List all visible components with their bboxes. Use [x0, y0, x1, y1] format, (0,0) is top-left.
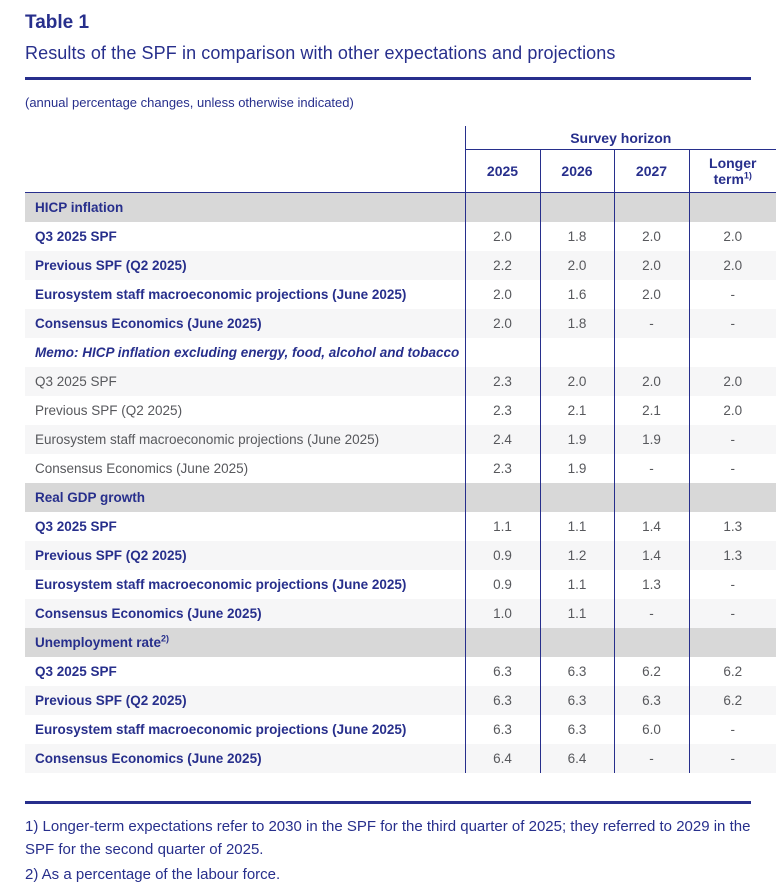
table-body: [25, 193, 776, 774]
row-value: 2.4: [465, 425, 540, 454]
title-rule: [25, 77, 751, 80]
row-value: 2.3: [465, 454, 540, 483]
section-empty-cell: [540, 483, 614, 512]
row-value: 2.3: [465, 396, 540, 425]
row-value: -: [689, 280, 776, 309]
section-empty-cell: [689, 483, 776, 512]
row-value: 1.3: [614, 570, 689, 599]
row-value: 1.9: [614, 425, 689, 454]
column-header-2026: 2026: [540, 150, 614, 193]
footnote-ref-1: 1): [743, 170, 752, 181]
row-value: 2.0: [540, 367, 614, 396]
row-value: 1.1: [540, 570, 614, 599]
row-value: 2.3: [465, 367, 540, 396]
row-value: 6.4: [465, 744, 540, 773]
section-empty-cell: [689, 628, 776, 657]
row-value: 1.4: [614, 541, 689, 570]
row-value: 6.2: [614, 657, 689, 686]
row-label: Eurosystem staff macroeconomic projections (June 2025): [25, 425, 465, 454]
row-value: -: [689, 309, 776, 338]
row-value: 2.0: [465, 280, 540, 309]
table-row: [25, 657, 776, 686]
row-label: Previous SPF (Q2 2025): [35, 403, 183, 418]
column-header-2027: 2027: [614, 150, 689, 193]
column-header-longer-term: [689, 150, 776, 193]
row-value: 2.0: [465, 309, 540, 338]
row-label: Q3 2025 SPF: [35, 519, 117, 534]
row-value: 2.0: [614, 280, 689, 309]
section-title: Real GDP growth: [25, 483, 465, 512]
row-label: Previous SPF (Q2 2025): [25, 541, 465, 570]
table-row: [25, 715, 776, 744]
row-value: 2.0: [614, 251, 689, 280]
table-row: [25, 599, 776, 628]
row-value: -: [689, 570, 776, 599]
row-value: 1.1: [465, 512, 540, 541]
table-row: [25, 251, 776, 280]
row-value: 6.4: [540, 744, 614, 773]
table-row: [25, 280, 776, 309]
row-label: Q3 2025 SPF: [35, 664, 117, 679]
row-value: [465, 338, 540, 367]
row-label: Q3 2025 SPF: [35, 229, 117, 244]
row-value: 1.4: [614, 512, 689, 541]
survey-horizon-header: Survey horizon: [465, 126, 776, 150]
row-value: 1.3: [689, 512, 776, 541]
longer-term-label: Longer term: [709, 154, 757, 187]
table-row: [25, 396, 776, 425]
section-empty-cell: [614, 628, 689, 657]
row-value: 1.0: [465, 599, 540, 628]
row-value: 2.1: [540, 396, 614, 425]
table-row: [25, 454, 776, 483]
row-value: 2.0: [689, 367, 776, 396]
row-value: -: [614, 309, 689, 338]
table-row: [25, 338, 776, 367]
row-value: -: [689, 425, 776, 454]
row-value: 1.8: [540, 222, 614, 251]
units-note: (annual percentage changes, unless otherwise indicated): [25, 95, 354, 110]
row-value: -: [689, 599, 776, 628]
row-value: 6.3: [540, 657, 614, 686]
row-value: 6.3: [540, 686, 614, 715]
section-header-row: [25, 193, 776, 223]
row-value: 6.0: [614, 715, 689, 744]
section-title: HICP inflation: [25, 193, 465, 223]
empty-label-cell: [25, 150, 465, 193]
row-value: 1.9: [540, 425, 614, 454]
row-value: 1.9: [540, 454, 614, 483]
table-row: [25, 570, 776, 599]
section-empty-cell: [465, 483, 540, 512]
row-value: 6.2: [689, 686, 776, 715]
section-empty-cell: [465, 193, 540, 223]
row-value: 6.3: [614, 686, 689, 715]
section-empty-cell: [465, 628, 540, 657]
row-value: 2.0: [689, 222, 776, 251]
section-title: Unemployment rate$^{2)}$: [25, 628, 465, 657]
section-empty-cell: [540, 628, 614, 657]
row-value: 2.0: [614, 367, 689, 396]
table-row: [25, 367, 776, 396]
table-head: [25, 126, 776, 193]
row-value: 2.0: [465, 222, 540, 251]
row-value: -: [689, 454, 776, 483]
row-value: [614, 338, 689, 367]
row-value: -: [689, 715, 776, 744]
row-label: Eurosystem staff macroeconomic projections (June 2025): [35, 722, 407, 737]
row-label: Previous SPF (Q2 2025): [25, 686, 465, 715]
row-value: 2.2: [465, 251, 540, 280]
row-value: 0.9: [465, 541, 540, 570]
row-value: 6.2: [689, 657, 776, 686]
footnote-rule: [25, 801, 751, 804]
row-value: [540, 338, 614, 367]
section-header-row: [25, 628, 776, 657]
row-label: Consensus Economics (June 2025): [25, 599, 465, 628]
section-empty-cell: [614, 483, 689, 512]
section-header-row: [25, 483, 776, 512]
row-value: 2.0: [540, 251, 614, 280]
footnote-ref: 2): [161, 633, 170, 644]
section-empty-cell: [540, 193, 614, 223]
row-label: Consensus Economics (June 2025): [35, 461, 249, 476]
table-row: [25, 512, 776, 541]
row-value: 6.3: [465, 715, 540, 744]
row-label: Eurosystem staff macroeconomic projections (June 2025): [35, 577, 407, 592]
row-value: 1.1: [540, 599, 614, 628]
column-header-2025: 2025: [465, 150, 540, 193]
table-row: [25, 686, 776, 715]
table-label: Table 1: [25, 12, 90, 33]
table-row: [25, 541, 776, 570]
page-title: Results of the SPF in comparison with other expectations and projections: [25, 43, 616, 63]
row-value: 1.2: [540, 541, 614, 570]
section-empty-cell: [689, 193, 776, 223]
row-value: 1.1: [540, 512, 614, 541]
row-value: 6.3: [465, 686, 540, 715]
spf-comparison-table: [25, 126, 776, 773]
empty-corner-cell: [25, 126, 465, 150]
row-value: 1.6: [540, 280, 614, 309]
row-label: Memo: HICP inflation excluding energy, food, alcohol and tobacco: [35, 345, 460, 360]
row-label: Consensus Economics (June 2025): [25, 309, 465, 338]
row-value: -: [614, 744, 689, 773]
row-label: Previous SPF (Q2 2025): [25, 251, 465, 280]
row-value: 0.9: [465, 570, 540, 599]
table-row: [25, 425, 776, 454]
row-value: -: [614, 454, 689, 483]
row-value: 1.8: [540, 309, 614, 338]
table-row: [25, 309, 776, 338]
row-value: 6.3: [465, 657, 540, 686]
row-value: 6.3: [540, 715, 614, 744]
year-header-row: [25, 150, 776, 193]
footnote-1: 1) Longer-term expectations refer to 2030 in the SPF for the third quarter of 2025; they referred to 2029 in the SPF for the second quarter of 2025.: [25, 818, 751, 858]
row-value: 2.1: [614, 396, 689, 425]
survey-horizon-row: [25, 126, 776, 150]
row-value: 2.0: [689, 251, 776, 280]
row-value: 2.0: [614, 222, 689, 251]
table-row: [25, 744, 776, 773]
section-empty-cell: [614, 193, 689, 223]
footnotes: [25, 816, 751, 887]
row-label: Eurosystem staff macroeconomic projections (June 2025): [35, 287, 407, 302]
row-value: -: [689, 744, 776, 773]
row-label: Consensus Economics (June 2025): [25, 744, 465, 773]
row-label: Q3 2025 SPF: [25, 367, 465, 396]
table-row: [25, 222, 776, 251]
row-value: -: [614, 599, 689, 628]
row-value: [689, 338, 776, 367]
row-value: 2.0: [689, 396, 776, 425]
row-value: 1.3: [689, 541, 776, 570]
footnote-2: 2) As a percentage of the labour force.: [25, 866, 281, 883]
